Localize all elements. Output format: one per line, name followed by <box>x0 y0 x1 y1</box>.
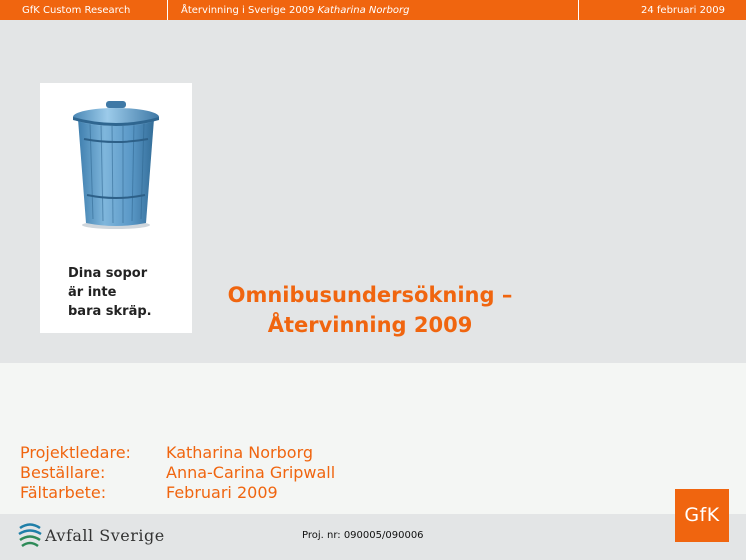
meta-label: Beställare: <box>20 463 106 482</box>
meta-row-project-leader <box>20 443 313 462</box>
slogan-line: bara skräp. <box>68 304 152 319</box>
meta-value: Anna-Carina Gripwall <box>166 463 336 482</box>
header-bar <box>0 0 746 20</box>
gfk-logo: GfK <box>675 489 729 542</box>
meta-value: Februari 2009 <box>166 483 278 502</box>
header-company: GfK Custom Research <box>22 5 131 16</box>
header-project-title: Återvinning i Sverige 2009 <box>181 5 315 16</box>
slide-title-line2: Återvinning 2009 <box>267 313 473 337</box>
meta-row-fieldwork <box>20 483 278 502</box>
meta-row-client <box>20 463 335 482</box>
project-number: Proj. nr: 090005/090006 <box>302 530 424 541</box>
header-date: 24 februari 2009 <box>641 5 726 16</box>
header-author: Katharina Norborg <box>317 5 410 16</box>
header-divider <box>167 0 168 20</box>
avfall-sverige-logo-text: Avfall Sverige <box>45 526 165 545</box>
avfall-sverige-logo-icon <box>17 522 43 548</box>
poster-slogan <box>68 264 152 321</box>
trash-can-icon <box>70 99 162 231</box>
slogan-line: Dina sopor <box>68 266 148 281</box>
slogan-line: är inte <box>68 285 117 300</box>
meta-label: Projektledare: <box>20 443 131 462</box>
header-divider <box>578 0 579 20</box>
slide-title-line1: Omnibusundersökning – <box>227 283 513 307</box>
header-project <box>181 0 410 20</box>
meta-label: Fältarbete: <box>20 483 107 502</box>
poster-image <box>40 83 192 333</box>
slide-title <box>205 280 535 340</box>
meta-value: Katharina Norborg <box>166 443 314 462</box>
